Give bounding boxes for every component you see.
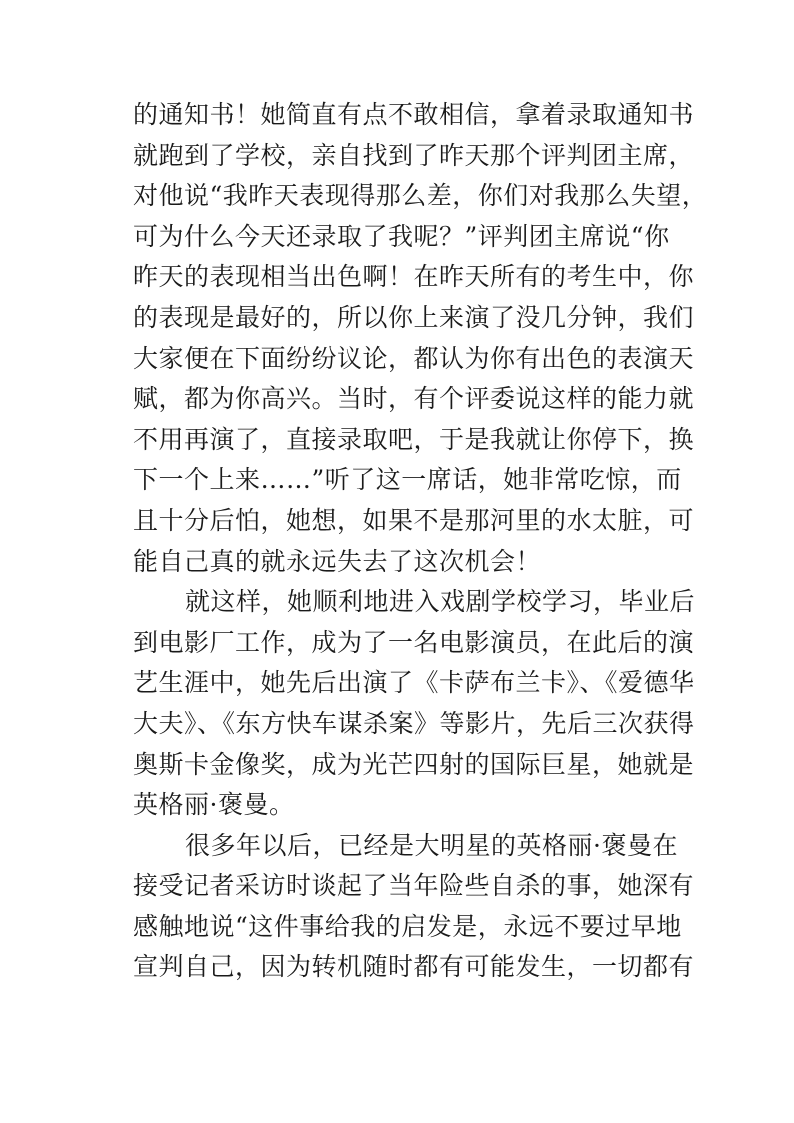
text-line: 可为什么今天还录取了我呢？”评判团主席说“你 — [133, 221, 670, 251]
text-line: 下一个上来……”听了这一席话，她非常吃惊，而 — [133, 465, 682, 495]
text-line: 艺生涯中，她先后出演了《卡萨布兰卡》、《爱德华 — [133, 668, 695, 698]
text-line: 不用再演了，直接录取吧，于是我就让你停下，换 — [133, 424, 695, 454]
text-line: 能自己真的就永远失去了这次机会！ — [133, 546, 542, 576]
text-line: 就跑到了学校，亲自找到了昨天那个评判团主席， — [133, 140, 695, 170]
text-line: 赋，都为你高兴。当时，有个评委说这样的能力就 — [133, 384, 695, 414]
body-text — [133, 95, 708, 988]
text-line: 的通知书！她简直有点不敢相信，拿着录取通知书 — [133, 100, 695, 129]
text-line: 接受记者采访时谈起了当年险些自杀的事，她深有 — [133, 871, 695, 901]
text-line: 对他说“我昨天表现得那么差，你们对我那么失望， — [133, 181, 708, 211]
text-line: 很多年以后，已经是大明星的英格丽·褒曼在 — [185, 830, 678, 860]
text-line: 英格丽·褒曼。 — [133, 790, 295, 820]
text-line: 昨天的表现相当出色啊！在昨天所有的考生中，你 — [133, 262, 695, 292]
text-line: 的表现是最好的，所以你上来演了没几分钟，我们 — [133, 302, 695, 332]
text-line: 感触地说“这件事给我的启发是，永远不要过早地 — [133, 911, 682, 941]
text-line: 奥斯卡金像奖，成为光芒四射的国际巨星，她就是 — [133, 749, 695, 779]
text-line: 大夫》、《东方快车谋杀案》等影片，先后三次获得 — [133, 708, 695, 738]
text-line: 就这样，她顺利地进入戏剧学校学习，毕业后 — [185, 587, 696, 617]
text-line: 宣判自己，因为转机随时都有可能发生，一切都有 — [133, 952, 695, 982]
text-line: 且十分后怕，她想，如果不是那河里的水太脏，可 — [133, 505, 695, 535]
text-line: 到电影厂工作，成为了一名电影演员，在此后的演 — [133, 627, 695, 657]
text-line: 大家便在下面纷纷议论，都认为你有出色的表演天 — [133, 343, 695, 373]
